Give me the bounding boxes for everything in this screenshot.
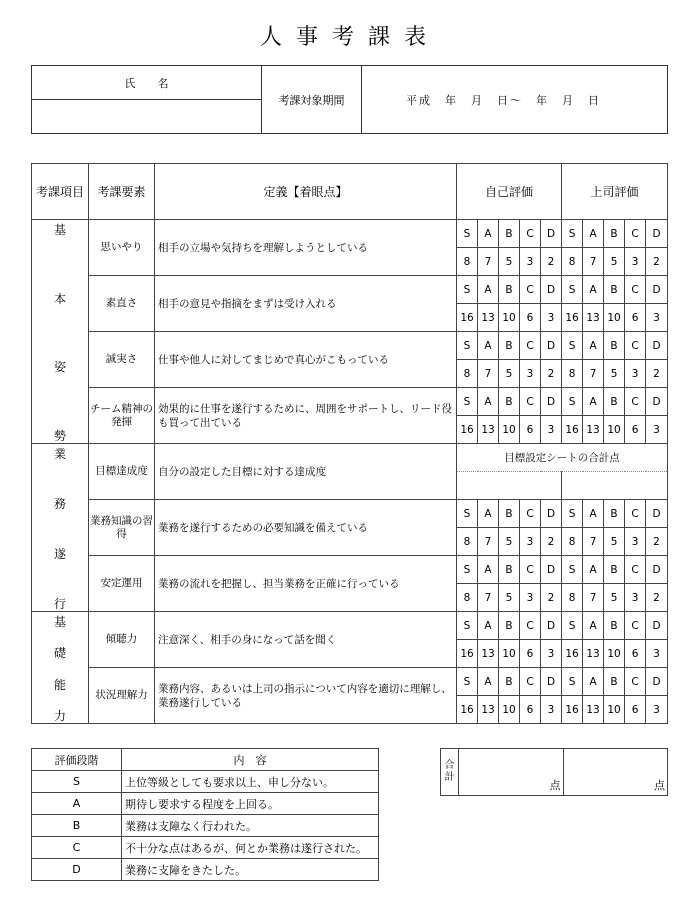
boss-score-value: 2	[646, 248, 668, 276]
boss-grade-option[interactable]: B	[604, 612, 625, 640]
self-score-value: 7	[478, 528, 499, 556]
boss-sheet-score-field[interactable]	[562, 472, 668, 500]
self-score-value: 5	[499, 584, 520, 612]
self-score-value: 8	[457, 360, 478, 388]
definition-text: 仕事や他人に対してまじめで真心がこもっている	[155, 332, 457, 388]
group-label-char: 基	[53, 615, 66, 629]
total-label	[441, 749, 459, 796]
self-grade-option[interactable]: C	[520, 500, 541, 528]
self-score-value: 7	[478, 360, 499, 388]
page-title: 人事考課表	[259, 25, 440, 50]
self-grade-option[interactable]: C	[520, 388, 541, 416]
boss-score-value: 5	[604, 584, 625, 612]
self-grade-option[interactable]: C	[520, 612, 541, 640]
definition-text: 業務内容、あるいは上司の指示について内容を適切に理解し、業務遂行している	[155, 668, 457, 724]
legend-grade: B	[32, 815, 122, 837]
self-grade-option[interactable]: S	[457, 388, 478, 416]
definition-text: 業務の流れを把握し、担当業務を正確に行っている	[155, 556, 457, 612]
legend-description: 上位等級としても要求以上、申し分ない。	[122, 771, 379, 793]
boss-grade-option[interactable]: D	[646, 500, 668, 528]
self-score-value: 3	[520, 360, 541, 388]
self-score-value: 3	[541, 416, 562, 444]
group-label-char: 力	[53, 708, 66, 723]
element-label: 思いやり	[89, 220, 155, 276]
self-score-value: 5	[499, 248, 520, 276]
boss-grade-option[interactable]: C	[625, 276, 646, 304]
boss-score-value: 8	[562, 248, 583, 276]
element-label: 素直さ	[89, 276, 155, 332]
group-label-char: 務	[53, 497, 66, 511]
boss-score-value: 7	[583, 584, 604, 612]
boss-grade-option[interactable]: A	[583, 276, 604, 304]
legend-table	[31, 748, 379, 881]
self-score-value: 3	[541, 696, 562, 724]
evaluation-table	[31, 163, 668, 724]
self-grade-option[interactable]: B	[499, 500, 520, 528]
definition-text: 注意深く、相手の身になって話を聞く	[155, 612, 457, 668]
self-grade-option[interactable]: A	[478, 220, 499, 248]
boss-grade-option[interactable]: C	[625, 612, 646, 640]
self-score-value: 10	[499, 416, 520, 444]
self-score-value: 7	[478, 584, 499, 612]
boss-grade-option[interactable]: A	[583, 668, 604, 696]
element-label: 状況理解力	[89, 668, 155, 724]
boss-grade-option[interactable]: D	[646, 332, 668, 360]
boss-score-value: 10	[604, 696, 625, 724]
boss-grade-option[interactable]: A	[583, 332, 604, 360]
self-score-value: 6	[520, 416, 541, 444]
boss-grade-option[interactable]: A	[583, 612, 604, 640]
self-grade-option[interactable]: B	[499, 276, 520, 304]
boss-grade-option[interactable]: B	[604, 332, 625, 360]
boss-grade-option[interactable]: B	[604, 556, 625, 584]
self-grade-option[interactable]: D	[541, 500, 562, 528]
boss-grade-option[interactable]: A	[583, 556, 604, 584]
self-grade-option[interactable]: S	[457, 220, 478, 248]
self-score-value: 3	[541, 640, 562, 668]
self-score-value: 16	[457, 696, 478, 724]
boss-score-value: 3	[646, 696, 668, 724]
boss-score-value: 8	[562, 360, 583, 388]
self-grade-option[interactable]: B	[499, 668, 520, 696]
definition-text: 相手の意見や指摘をまずは受け入れる	[155, 276, 457, 332]
legend-grade: A	[32, 793, 122, 815]
self-score-value: 10	[499, 696, 520, 724]
self-grade-option[interactable]: A	[478, 556, 499, 584]
group-label-char: 本	[53, 291, 66, 306]
self-grade-option[interactable]: A	[478, 332, 499, 360]
legend-header-grade: 評価段階	[32, 749, 122, 771]
self-grade-option[interactable]: C	[520, 220, 541, 248]
group-label-char: 礎	[53, 646, 66, 661]
self-grade-option[interactable]: S	[457, 500, 478, 528]
definition-text: 効果的に仕事を遂行するために、周囲をサポートし、リード役も買って出ている	[155, 388, 457, 444]
self-grade-option[interactable]: D	[541, 388, 562, 416]
sheet-total-label: 目標設定シートの合計点	[457, 444, 668, 472]
boss-score-value: 3	[646, 416, 668, 444]
boss-grade-option[interactable]: C	[625, 220, 646, 248]
legend-grade: D	[32, 859, 122, 881]
self-score-value: 3	[520, 528, 541, 556]
boss-score-value: 3	[625, 248, 646, 276]
self-grade-option[interactable]: C	[520, 332, 541, 360]
boss-grade-option[interactable]: S	[562, 668, 583, 696]
boss-grade-option[interactable]: D	[646, 556, 668, 584]
self-grade-option[interactable]: D	[541, 612, 562, 640]
boss-grade-option[interactable]: S	[562, 556, 583, 584]
boss-grade-option[interactable]: A	[583, 500, 604, 528]
boss-grade-option[interactable]: A	[583, 388, 604, 416]
boss-grade-option[interactable]: B	[604, 276, 625, 304]
boss-score-value: 13	[583, 416, 604, 444]
period-field[interactable]: 平成 年 月 日〜 年 月 日	[362, 66, 668, 134]
self-grade-option[interactable]: A	[478, 612, 499, 640]
total-self-field[interactable]: 点	[459, 749, 564, 796]
boss-grade-option[interactable]: B	[604, 388, 625, 416]
self-score-value: 5	[499, 360, 520, 388]
self-score-value: 7	[478, 248, 499, 276]
boss-grade-option[interactable]: B	[604, 500, 625, 528]
self-score-value: 13	[478, 304, 499, 332]
boss-score-value: 5	[604, 248, 625, 276]
self-score-value: 3	[520, 584, 541, 612]
element-label: 傾聴力	[89, 612, 155, 668]
group-label-char: 業	[53, 447, 66, 461]
legend-header-content: 内 容	[122, 749, 379, 771]
element-label: 安定運用	[89, 556, 155, 612]
boss-score-value: 13	[583, 304, 604, 332]
boss-score-value: 5	[604, 528, 625, 556]
self-grade-option[interactable]: S	[457, 276, 478, 304]
self-sheet-score-field[interactable]	[457, 472, 562, 500]
self-score-value: 8	[457, 528, 478, 556]
boss-grade-option[interactable]: B	[604, 220, 625, 248]
self-score-value: 6	[520, 304, 541, 332]
header-table	[31, 65, 668, 134]
boss-score-value: 5	[604, 360, 625, 388]
boss-score-value: 6	[625, 304, 646, 332]
self-score-value: 13	[478, 696, 499, 724]
group-label	[32, 612, 89, 724]
boss-grade-option[interactable]: B	[604, 668, 625, 696]
boss-score-value: 16	[562, 696, 583, 724]
group-label	[32, 444, 89, 612]
definition-text: 自分の設定した目標に対する達成度	[155, 444, 457, 500]
definition-text: 業務を遂行するための必要知識を備えている	[155, 500, 457, 556]
group-label-char: 行	[53, 597, 66, 611]
boss-grade-option[interactable]: D	[646, 276, 668, 304]
self-grade-option[interactable]: C	[520, 556, 541, 584]
boss-grade-option[interactable]: C	[625, 500, 646, 528]
boss-grade-option[interactable]: D	[646, 388, 668, 416]
header-boss-eval: 上司評価	[562, 164, 668, 220]
header-definition: 定義【着眼点】	[155, 164, 457, 220]
self-grade-option[interactable]: D	[541, 220, 562, 248]
self-score-value: 6	[520, 696, 541, 724]
boss-score-value: 3	[625, 360, 646, 388]
legend-description: 業務に支障をきたした。	[122, 859, 379, 881]
boss-score-value: 8	[562, 584, 583, 612]
group-label-char: 能	[53, 677, 66, 692]
self-grade-option[interactable]: S	[457, 612, 478, 640]
element-label: チーム精神の発揮	[89, 388, 155, 444]
self-grade-option[interactable]: B	[499, 220, 520, 248]
self-score-value: 16	[457, 416, 478, 444]
self-score-value: 10	[499, 304, 520, 332]
boss-score-value: 10	[604, 416, 625, 444]
period-label: 考課対象期間	[262, 66, 362, 134]
boss-score-value: 16	[562, 416, 583, 444]
self-grade-option[interactable]: A	[478, 388, 499, 416]
group-label-char: 姿	[53, 360, 66, 375]
self-score-value: 2	[541, 248, 562, 276]
self-score-value: 2	[541, 584, 562, 612]
self-score-value: 2	[541, 528, 562, 556]
boss-score-value: 7	[583, 528, 604, 556]
element-label: 業務知識の習得	[89, 500, 155, 556]
boss-score-value: 7	[583, 360, 604, 388]
self-score-value: 6	[520, 640, 541, 668]
boss-grade-option[interactable]: S	[562, 388, 583, 416]
boss-score-value: 10	[604, 640, 625, 668]
boss-grade-option[interactable]: C	[625, 668, 646, 696]
boss-grade-option[interactable]: C	[625, 388, 646, 416]
definition-text: 相手の立場や気持ちを理解しようとしている	[155, 220, 457, 276]
group-label	[32, 220, 89, 444]
self-score-value: 2	[541, 360, 562, 388]
legend-description: 期待し要求する程度を上回る。	[122, 793, 379, 815]
self-grade-option[interactable]: C	[520, 276, 541, 304]
self-score-value: 13	[478, 640, 499, 668]
self-grade-option[interactable]: A	[478, 668, 499, 696]
self-grade-option[interactable]: D	[541, 332, 562, 360]
boss-score-value: 2	[646, 528, 668, 556]
self-score-value: 16	[457, 304, 478, 332]
boss-score-value: 2	[646, 584, 668, 612]
group-label-char: 遂	[53, 547, 66, 561]
self-grade-option[interactable]: D	[541, 556, 562, 584]
boss-grade-option[interactable]: S	[562, 276, 583, 304]
boss-score-value: 10	[604, 304, 625, 332]
boss-grade-option[interactable]: S	[562, 500, 583, 528]
self-score-value: 13	[478, 416, 499, 444]
boss-grade-option[interactable]: D	[646, 612, 668, 640]
boss-score-value: 2	[646, 360, 668, 388]
legend-description: 不十分な点はあるが、何とか業務は遂行された。	[122, 837, 379, 859]
boss-score-value: 16	[562, 640, 583, 668]
boss-score-value: 3	[646, 640, 668, 668]
boss-grade-option[interactable]: D	[646, 220, 668, 248]
legend-grade: C	[32, 837, 122, 859]
self-score-value: 5	[499, 528, 520, 556]
self-grade-option[interactable]: B	[499, 612, 520, 640]
boss-grade-option[interactable]: S	[562, 220, 583, 248]
self-score-value: 3	[541, 304, 562, 332]
boss-score-value: 7	[583, 248, 604, 276]
self-grade-option[interactable]: B	[499, 332, 520, 360]
boss-grade-option[interactable]: D	[646, 668, 668, 696]
boss-score-value: 16	[562, 304, 583, 332]
self-grade-option[interactable]: D	[541, 668, 562, 696]
self-grade-option[interactable]: A	[478, 500, 499, 528]
boss-score-value: 13	[583, 696, 604, 724]
header-element: 考課要素	[89, 164, 155, 220]
boss-score-value: 6	[625, 640, 646, 668]
self-grade-option[interactable]: S	[457, 556, 478, 584]
self-grade-option[interactable]: B	[499, 556, 520, 584]
boss-score-value: 13	[583, 640, 604, 668]
boss-score-value: 6	[625, 416, 646, 444]
boss-score-value: 6	[625, 696, 646, 724]
boss-grade-option[interactable]: S	[562, 612, 583, 640]
self-score-value: 16	[457, 640, 478, 668]
group-label-char: 勢	[53, 428, 66, 443]
boss-score-value: 3	[625, 528, 646, 556]
name-field[interactable]	[32, 100, 262, 134]
self-score-value: 8	[457, 248, 478, 276]
self-score-value: 10	[499, 640, 520, 668]
self-grade-option[interactable]: B	[499, 388, 520, 416]
total-boss-field[interactable]: 点	[563, 749, 668, 796]
boss-grade-option[interactable]: A	[583, 220, 604, 248]
self-grade-option[interactable]: D	[541, 276, 562, 304]
element-label: 目標達成度	[89, 444, 155, 500]
header-self-eval: 自己評価	[457, 164, 562, 220]
boss-score-value: 3	[646, 304, 668, 332]
self-grade-option[interactable]: S	[457, 332, 478, 360]
boss-grade-option[interactable]: C	[625, 556, 646, 584]
boss-grade-option[interactable]: C	[625, 332, 646, 360]
header-item: 考課項目	[32, 164, 89, 220]
group-label-char: 基	[53, 223, 66, 237]
self-grade-option[interactable]: A	[478, 276, 499, 304]
self-score-value: 8	[457, 584, 478, 612]
boss-score-value: 3	[625, 584, 646, 612]
self-score-value: 3	[520, 248, 541, 276]
boss-score-value: 8	[562, 528, 583, 556]
self-grade-option[interactable]: C	[520, 668, 541, 696]
total-label-char: 計	[444, 772, 455, 783]
name-label: 氏 名	[32, 66, 262, 100]
legend-grade: S	[32, 771, 122, 793]
boss-grade-option[interactable]: S	[562, 332, 583, 360]
element-label: 誠実さ	[89, 332, 155, 388]
total-table	[440, 748, 668, 796]
total-label-char: 合	[444, 760, 455, 771]
legend-description: 業務は支障なく行われた。	[122, 815, 379, 837]
self-grade-option[interactable]: S	[457, 668, 478, 696]
